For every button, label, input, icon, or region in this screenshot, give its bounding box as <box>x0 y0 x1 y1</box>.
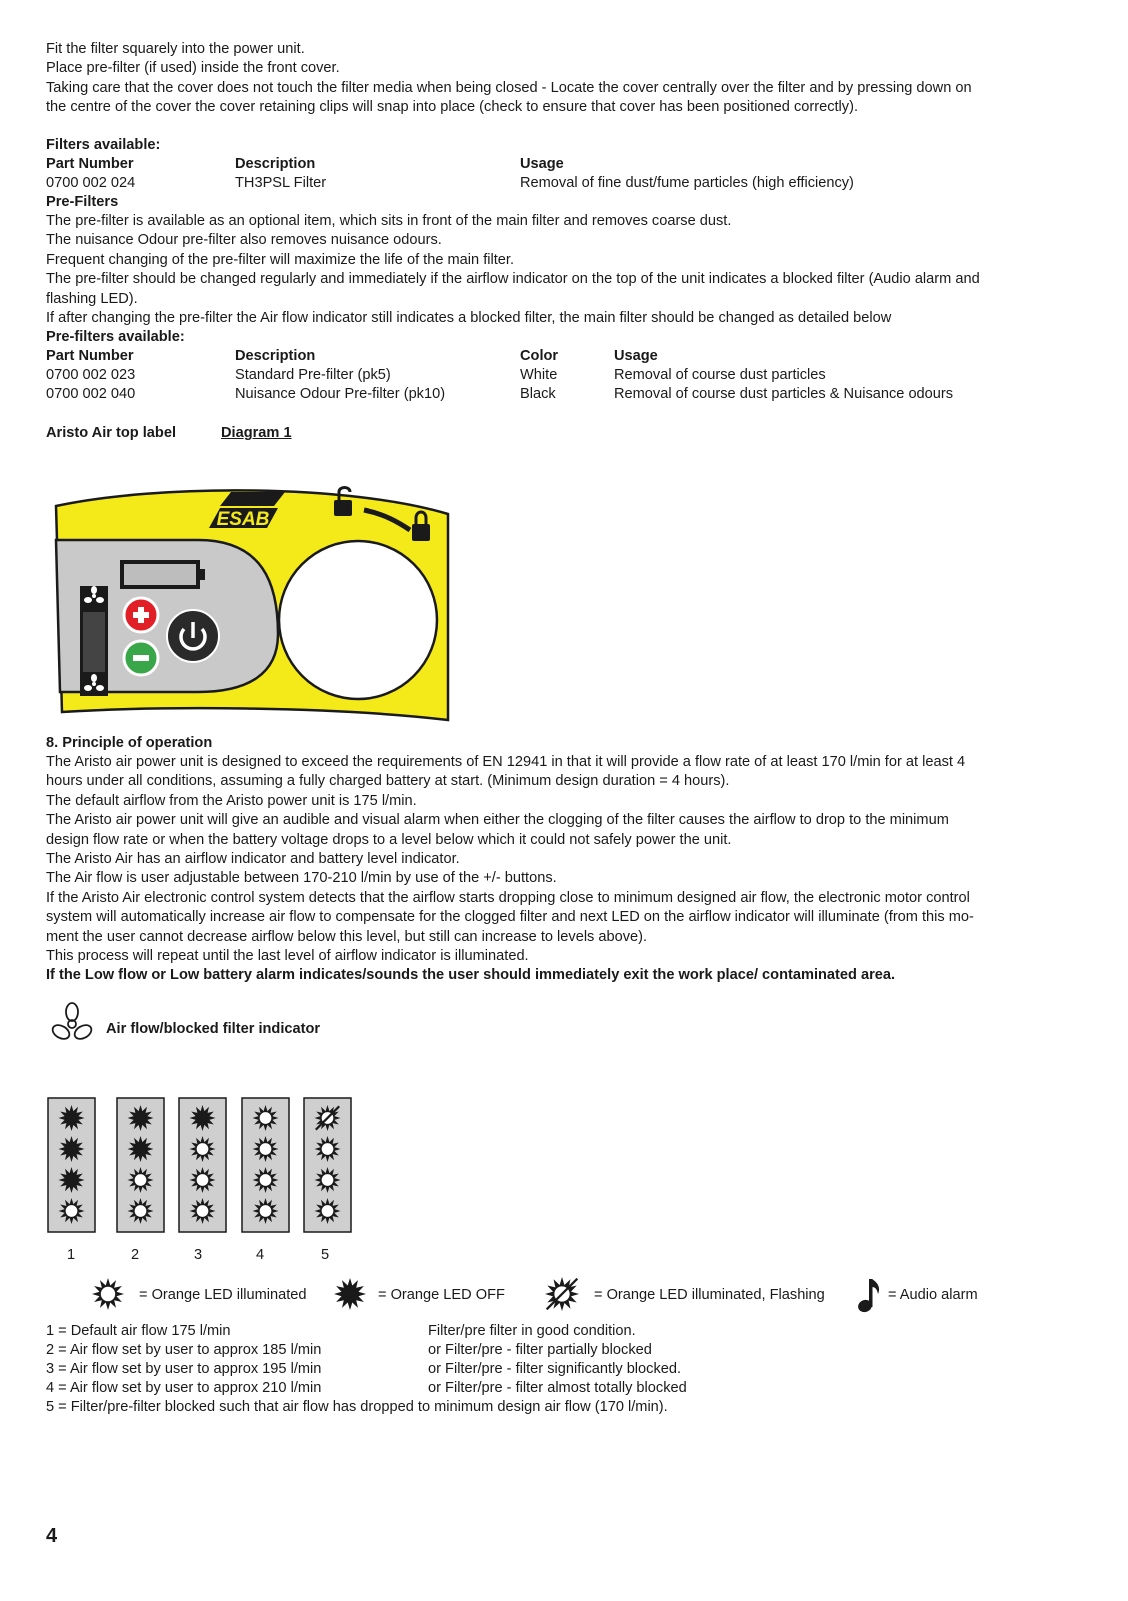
led-illuminated-icon <box>92 1278 124 1310</box>
indicator-heading: Air flow/blocked filter indicator <box>106 1021 321 1037</box>
plus-button[interactable] <box>124 598 158 632</box>
diagram-label: Aristo Air top label <box>46 425 177 441</box>
diagram-title: Diagram 1 <box>221 425 292 441</box>
led-flashing-icon <box>540 1274 584 1314</box>
prefilters-text: The pre-filter is available as an optional item, which sits in front of the main filter and removes coarse dust. The nuisance Odour pre-filter also removes nuisance odours. Frequent changing of the pre-filter will maximize the life of the main filter. The pre-filter should be changed regularly and immediately if the airflow indicator on the top of the unit indicates a blocked filter (Audio alarm and flashing LED). If after changing the pre-filter the Air flow indicator still indicates a blocked filter, the main filter should be changed as detailed below <box>46 213 980 327</box>
principle-text: The Aristo air power unit is designed to exceed the requirements of EN 12941 in that it will provide a flow rate of at least 170 l/min for at least 4 hours under all conditions, assuming a fully charged battery at start. (Minimum design duration = 4 hours). The default airflow from the Aristo power unit is 175 l/min. The Aristo air power unit will give an audible and visual alarm when either the clogging of the filter causes the airflow to drop to the minimum design flow rate or when the battery voltage drops to a level below which it could not safely power the unit. The Aristo Air has an airflow indicator and battery level indicator. The Air flow is user adjustable between 170-210 l/min by use of the +/- buttons. If the Aristo Air electronic control system detects that the airflow starts dropping close to minimum designed air flow, the electronic motor control system will automatically increase air flow to compensate for the clogged filter and next LED on the airflow indicator will illuminate (from this mo- ment the user cannot decrease airflow below this level, but still can increase to levels above). This process will repeat until the last level of airflow indicator is illuminated. If the Low flow or Low battery alarm indicates/sounds the user should immediately exit the work place/ contaminated area. <box>46 753 1086 986</box>
intro-text <box>46 40 1086 118</box>
led-flashing-icon <box>545 1277 579 1311</box>
state-number: 5 <box>321 1247 330 1263</box>
led-off-icon <box>328 1276 372 1312</box>
led-off-icon <box>334 1278 366 1310</box>
minus-button[interactable] <box>124 641 158 675</box>
intro-line: the centre of the cover the cover retaining clips will snap into place (check to ensure that cover has been positioned correctly). <box>46 99 859 116</box>
col-description: Description <box>235 156 316 172</box>
legend-text: = Orange LED OFF <box>378 1287 505 1303</box>
page-number: 4 <box>46 1525 58 1547</box>
state-number: 1 <box>67 1247 76 1263</box>
state-number: 4 <box>256 1247 265 1263</box>
dial-circle <box>279 541 437 699</box>
unlock-icon <box>334 488 352 517</box>
intro-line: Fit the filter squarely into the power unit. <box>46 41 305 57</box>
power-button[interactable] <box>167 610 219 662</box>
battery-icon <box>120 560 205 589</box>
state-number: 3 <box>194 1247 203 1263</box>
state-number: 2 <box>131 1247 140 1263</box>
col-usage: Usage <box>520 156 564 172</box>
aristo-air-top-label-diagram <box>48 484 458 724</box>
fan-icon <box>50 1002 94 1046</box>
led-illuminated-icon <box>86 1276 130 1312</box>
airflow-indicator-states <box>0 1090 380 1270</box>
warning-text: If the Low flow or Low battery alarm indicates/sounds the user should immediately exit the work place/ contaminated area. <box>46 967 896 984</box>
legend-text: = Audio alarm <box>888 1287 978 1303</box>
intro-line: Place pre-filter (if used) inside the front cover. <box>46 60 340 77</box>
col-part-number: Part Number <box>46 156 134 172</box>
svg-text:ESAB: ESAB <box>216 509 270 530</box>
legend-text: = Orange LED illuminated <box>139 1287 307 1303</box>
intro-line: Taking care that the cover does not touch the filter media when being closed - Locate the cover centrally over the filter and by pressing down on <box>46 79 972 96</box>
audio-alarm-icon <box>856 1276 882 1314</box>
legend-text: = Orange LED illuminated, Flashing <box>594 1287 825 1303</box>
